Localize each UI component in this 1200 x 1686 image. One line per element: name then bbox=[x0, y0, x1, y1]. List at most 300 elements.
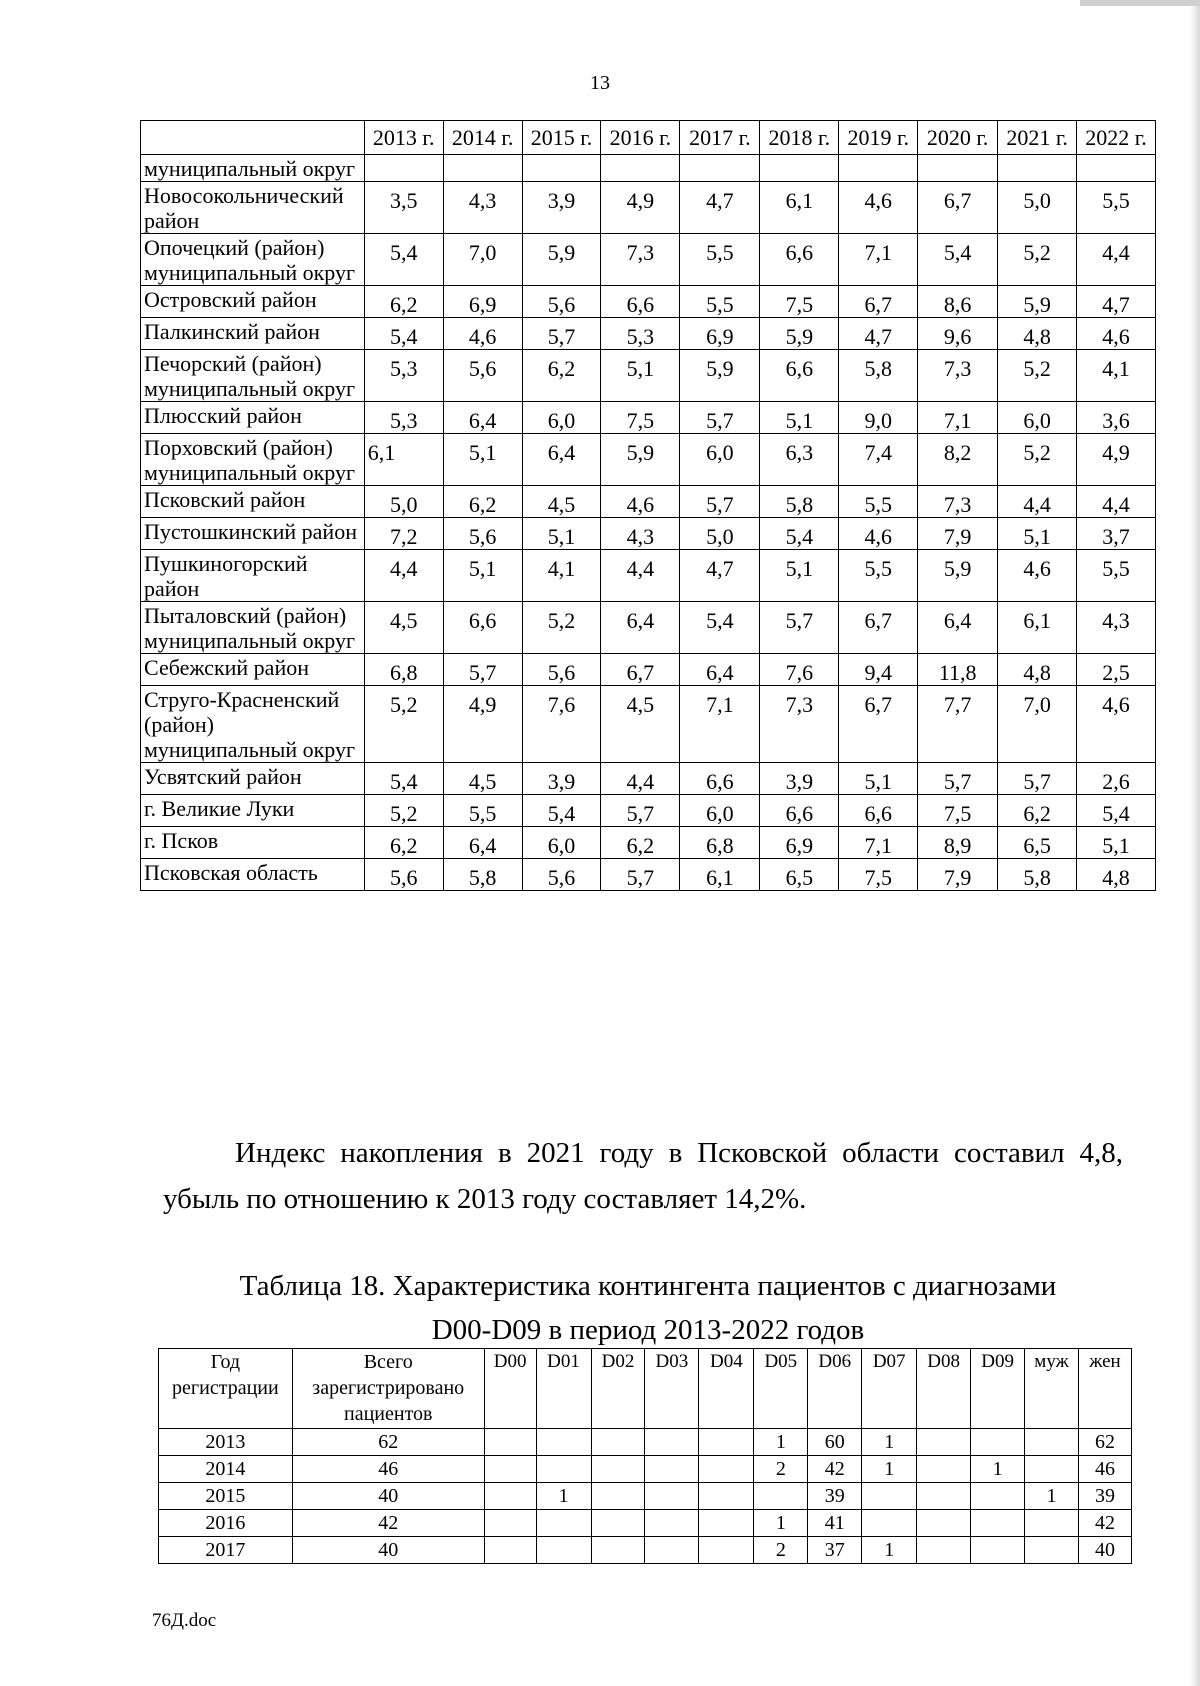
value-cell bbox=[591, 1510, 645, 1537]
table-header-row bbox=[141, 121, 1156, 155]
value-cell: 5,0 bbox=[998, 182, 1077, 234]
value-cell: 7,0 bbox=[443, 234, 522, 286]
value-cell: 5,4 bbox=[364, 234, 443, 286]
value-cell: 5,4 bbox=[680, 602, 760, 654]
value-cell: 1 bbox=[536, 1483, 591, 1510]
value-cell: 4,8 bbox=[1077, 859, 1156, 891]
year-cell: 2014 bbox=[159, 1456, 293, 1483]
table-row bbox=[141, 350, 1156, 402]
table-row bbox=[141, 518, 1156, 550]
value-cell: 4,1 bbox=[522, 550, 601, 602]
value-cell: 4,4 bbox=[1077, 234, 1156, 286]
value-cell: 6,7 bbox=[839, 686, 918, 763]
value-cell: 4,4 bbox=[1077, 486, 1156, 518]
value-cell: 1 bbox=[754, 1429, 808, 1456]
value-cell: 6,9 bbox=[760, 827, 839, 859]
value-cell: 5,1 bbox=[443, 434, 522, 486]
value-cell: 4,3 bbox=[601, 518, 680, 550]
value-cell: 5,7 bbox=[918, 763, 998, 795]
value-cell bbox=[917, 1456, 971, 1483]
value-cell bbox=[917, 1429, 971, 1456]
region-name-cell: Печорский (район) муниципальный округ bbox=[141, 350, 365, 402]
table-row bbox=[141, 402, 1156, 434]
region-name-cell: Островский район bbox=[141, 286, 365, 318]
value-cell bbox=[971, 1510, 1025, 1537]
value-cell: 4,8 bbox=[998, 318, 1077, 350]
value-cell: 6,3 bbox=[760, 434, 839, 486]
region-name-cell: Себежский район bbox=[141, 654, 365, 686]
value-cell: 8,2 bbox=[918, 434, 998, 486]
value-cell bbox=[917, 1537, 971, 1564]
value-cell: 5,1 bbox=[522, 518, 601, 550]
value-cell bbox=[1025, 1456, 1079, 1483]
value-cell: 5,1 bbox=[601, 350, 680, 402]
header-cell-year: 2019 г. bbox=[839, 121, 918, 155]
value-cell: 40 bbox=[292, 1537, 484, 1564]
value-cell bbox=[591, 1483, 645, 1510]
value-cell: 4,9 bbox=[443, 686, 522, 763]
value-cell: 2,6 bbox=[1077, 763, 1156, 795]
value-cell: 6,0 bbox=[522, 827, 601, 859]
header-cell: D05 bbox=[754, 1349, 808, 1429]
page-number: 13 bbox=[590, 72, 610, 94]
value-cell: 6,8 bbox=[680, 827, 760, 859]
year-cell: 2016 bbox=[159, 1510, 293, 1537]
value-cell: 4,1 bbox=[1077, 350, 1156, 402]
value-cell: 5,1 bbox=[443, 550, 522, 602]
value-cell: 11,8 bbox=[918, 654, 998, 686]
value-cell: 5,2 bbox=[998, 234, 1077, 286]
value-cell: 5,2 bbox=[522, 602, 601, 654]
value-cell: 8,9 bbox=[918, 827, 998, 859]
value-cell: 7,3 bbox=[760, 686, 839, 763]
value-cell: 42 bbox=[808, 1456, 862, 1483]
value-cell: 6,1 bbox=[760, 182, 839, 234]
value-cell bbox=[536, 1537, 591, 1564]
table-row bbox=[141, 654, 1156, 686]
scan-edge-top bbox=[1080, 0, 1200, 6]
header-cell: D01 bbox=[536, 1349, 591, 1429]
region-name-cell: муниципальный округ bbox=[141, 155, 365, 182]
value-cell: 5,5 bbox=[839, 550, 918, 602]
table-row bbox=[141, 286, 1156, 318]
value-cell bbox=[645, 1483, 699, 1510]
region-name-cell: Псковский район bbox=[141, 486, 365, 518]
value-cell: 60 bbox=[808, 1429, 862, 1456]
value-cell: 7,1 bbox=[839, 234, 918, 286]
value-cell: 5,3 bbox=[601, 318, 680, 350]
value-cell: 5,3 bbox=[364, 350, 443, 402]
value-cell: 6,1 bbox=[998, 602, 1077, 654]
value-cell bbox=[971, 1537, 1025, 1564]
value-cell: 4,6 bbox=[998, 550, 1077, 602]
value-cell: 5,0 bbox=[364, 486, 443, 518]
value-cell: 4,4 bbox=[601, 763, 680, 795]
value-cell: 7,3 bbox=[918, 350, 998, 402]
value-cell: 5,9 bbox=[680, 350, 760, 402]
value-cell: 7,1 bbox=[839, 827, 918, 859]
value-cell: 7,3 bbox=[918, 486, 998, 518]
value-cell bbox=[536, 1510, 591, 1537]
region-name-cell: Пустошкинский район bbox=[141, 518, 365, 550]
value-cell: 62 bbox=[292, 1429, 484, 1456]
value-cell bbox=[971, 1429, 1025, 1456]
value-cell: 6,2 bbox=[364, 827, 443, 859]
value-cell: 39 bbox=[808, 1483, 862, 1510]
value-cell: 4,3 bbox=[1077, 602, 1156, 654]
value-cell bbox=[680, 155, 760, 182]
value-cell: 6,2 bbox=[522, 350, 601, 402]
value-cell: 7,0 bbox=[998, 686, 1077, 763]
value-cell: 4,6 bbox=[839, 182, 918, 234]
value-cell: 6,4 bbox=[522, 434, 601, 486]
value-cell: 7,5 bbox=[918, 795, 998, 827]
region-name-cell: Опочецкий (район) муниципальный округ bbox=[141, 234, 365, 286]
header-cell-region bbox=[141, 121, 365, 155]
year-cell: 2015 bbox=[159, 1483, 293, 1510]
value-cell: 4,8 bbox=[998, 654, 1077, 686]
value-cell bbox=[760, 155, 839, 182]
value-cell: 5,8 bbox=[443, 859, 522, 891]
region-name-cell: Плюсский район bbox=[141, 402, 365, 434]
value-cell: 4,7 bbox=[680, 182, 760, 234]
value-cell: 5,2 bbox=[998, 434, 1077, 486]
value-cell: 6,4 bbox=[601, 602, 680, 654]
year-cell: 2013 bbox=[159, 1429, 293, 1456]
value-cell: 5,9 bbox=[522, 234, 601, 286]
value-cell: 4,7 bbox=[680, 550, 760, 602]
value-cell: 4,7 bbox=[1077, 286, 1156, 318]
value-cell: 7,5 bbox=[601, 402, 680, 434]
value-cell: 9,6 bbox=[918, 318, 998, 350]
value-cell: 2,5 bbox=[1077, 654, 1156, 686]
region-name-cell: Псковская область bbox=[141, 859, 365, 891]
value-cell: 7,6 bbox=[760, 654, 839, 686]
value-cell: 6,5 bbox=[760, 859, 839, 891]
value-cell: 5,7 bbox=[760, 602, 839, 654]
header-cell-year: 2016 г. bbox=[601, 121, 680, 155]
value-cell: 3,5 bbox=[364, 182, 443, 234]
table-row bbox=[141, 795, 1156, 827]
value-cell: 5,7 bbox=[443, 654, 522, 686]
value-cell: 5,4 bbox=[364, 763, 443, 795]
value-cell: 5,1 bbox=[760, 550, 839, 602]
value-cell: 42 bbox=[1078, 1510, 1131, 1537]
value-cell: 5,7 bbox=[680, 402, 760, 434]
table-row bbox=[141, 763, 1156, 795]
value-cell: 5,4 bbox=[760, 518, 839, 550]
value-cell bbox=[484, 1537, 536, 1564]
value-cell: 3,7 bbox=[1077, 518, 1156, 550]
value-cell: 40 bbox=[1078, 1537, 1131, 1564]
value-cell: 8,6 bbox=[918, 286, 998, 318]
value-cell: 1 bbox=[754, 1510, 808, 1537]
table-header-row bbox=[159, 1349, 1132, 1429]
value-cell: 1 bbox=[971, 1456, 1025, 1483]
value-cell: 2 bbox=[754, 1456, 808, 1483]
value-cell: 5,5 bbox=[443, 795, 522, 827]
header-cell: D02 bbox=[591, 1349, 645, 1429]
table-row bbox=[141, 686, 1156, 763]
value-cell: 5,7 bbox=[601, 795, 680, 827]
value-cell bbox=[1025, 1537, 1079, 1564]
value-cell: 5,1 bbox=[760, 402, 839, 434]
footer-filename: 76Д.doc bbox=[152, 1610, 217, 1631]
value-cell bbox=[699, 1510, 754, 1537]
value-cell: 4,4 bbox=[998, 486, 1077, 518]
value-cell: 1 bbox=[862, 1456, 917, 1483]
value-cell: 5,1 bbox=[998, 518, 1077, 550]
table-row bbox=[141, 827, 1156, 859]
value-cell: 6,2 bbox=[601, 827, 680, 859]
value-cell: 4,9 bbox=[1077, 434, 1156, 486]
value-cell: 6,4 bbox=[680, 654, 760, 686]
header-cell-year: 2018 г. bbox=[760, 121, 839, 155]
value-cell: 5,4 bbox=[364, 318, 443, 350]
value-cell: 6,4 bbox=[443, 402, 522, 434]
value-cell bbox=[917, 1510, 971, 1537]
value-cell bbox=[839, 155, 918, 182]
value-cell: 6,0 bbox=[522, 402, 601, 434]
value-cell: 3,9 bbox=[522, 182, 601, 234]
value-cell: 5,7 bbox=[998, 763, 1077, 795]
value-cell: 62 bbox=[1078, 1429, 1131, 1456]
value-cell bbox=[591, 1537, 645, 1564]
value-cell: 5,4 bbox=[522, 795, 601, 827]
value-cell: 4,3 bbox=[443, 182, 522, 234]
value-cell bbox=[862, 1483, 917, 1510]
value-cell bbox=[917, 1483, 971, 1510]
value-cell: 39 bbox=[1078, 1483, 1131, 1510]
value-cell bbox=[484, 1456, 536, 1483]
value-cell: 7,1 bbox=[918, 402, 998, 434]
value-cell: 6,6 bbox=[760, 795, 839, 827]
value-cell: 5,5 bbox=[1077, 550, 1156, 602]
value-cell bbox=[522, 155, 601, 182]
table-row bbox=[159, 1510, 1132, 1537]
value-cell: 6,6 bbox=[760, 350, 839, 402]
value-cell: 4,6 bbox=[1077, 686, 1156, 763]
value-cell: 7,7 bbox=[918, 686, 998, 763]
summary-paragraph: Индекс накопления в 2021 году в Псковской области составил 4,8, убыль по отношению к 2013 году составляет 14,2%. bbox=[163, 1137, 1123, 1215]
table-row bbox=[141, 434, 1156, 486]
region-name-cell: Усвятский район bbox=[141, 763, 365, 795]
value-cell: 6,8 bbox=[364, 654, 443, 686]
value-cell: 5,6 bbox=[522, 286, 601, 318]
header-cell-year: 2015 г. bbox=[522, 121, 601, 155]
table-row bbox=[141, 602, 1156, 654]
table-row bbox=[159, 1456, 1132, 1483]
region-name-cell: г. Псков bbox=[141, 827, 365, 859]
value-cell bbox=[443, 155, 522, 182]
table-row bbox=[159, 1429, 1132, 1456]
value-cell bbox=[645, 1537, 699, 1564]
value-cell: 5,6 bbox=[364, 859, 443, 891]
value-cell bbox=[699, 1483, 754, 1510]
value-cell: 7,5 bbox=[839, 859, 918, 891]
value-cell bbox=[754, 1483, 808, 1510]
header-cell: жен bbox=[1078, 1349, 1131, 1429]
value-cell: 5,1 bbox=[839, 763, 918, 795]
value-cell: 5,5 bbox=[680, 286, 760, 318]
value-cell: 46 bbox=[1078, 1456, 1131, 1483]
value-cell: 5,5 bbox=[839, 486, 918, 518]
value-cell bbox=[591, 1429, 645, 1456]
value-cell: 5,2 bbox=[364, 686, 443, 763]
region-name-cell: Пыталовский (район) муниципальный округ bbox=[141, 602, 365, 654]
table-row bbox=[141, 486, 1156, 518]
value-cell: 5,7 bbox=[680, 486, 760, 518]
value-cell bbox=[1025, 1510, 1079, 1537]
region-name-cell: Порховский (район) муниципальный округ bbox=[141, 434, 365, 486]
header-cell: Всего зарегистрировано пациентов bbox=[292, 1349, 484, 1429]
value-cell bbox=[645, 1429, 699, 1456]
value-cell: 5,9 bbox=[760, 318, 839, 350]
value-cell: 6,2 bbox=[364, 286, 443, 318]
value-cell: 5,3 bbox=[364, 402, 443, 434]
value-cell: 5,4 bbox=[1077, 795, 1156, 827]
value-cell: 6,4 bbox=[918, 602, 998, 654]
value-cell bbox=[364, 155, 443, 182]
value-cell: 5,6 bbox=[443, 350, 522, 402]
header-cell: муж bbox=[1025, 1349, 1079, 1429]
header-cell-year: 2013 г. bbox=[364, 121, 443, 155]
value-cell: 5,9 bbox=[601, 434, 680, 486]
value-cell bbox=[699, 1537, 754, 1564]
header-cell: D06 bbox=[808, 1349, 862, 1429]
value-cell: 6,0 bbox=[680, 434, 760, 486]
region-name-cell: г. Великие Луки bbox=[141, 795, 365, 827]
region-name-cell: Струго-Красненский (район) муниципальный округ bbox=[141, 686, 365, 763]
table-row bbox=[141, 182, 1156, 234]
value-cell: 5,7 bbox=[601, 859, 680, 891]
header-cell: D08 bbox=[917, 1349, 971, 1429]
value-cell bbox=[998, 155, 1077, 182]
value-cell: 6,7 bbox=[839, 602, 918, 654]
value-cell: 4,4 bbox=[364, 550, 443, 602]
value-cell bbox=[1025, 1429, 1079, 1456]
value-cell: 5,5 bbox=[1077, 182, 1156, 234]
value-cell: 6,1 bbox=[680, 859, 760, 891]
header-cell: D03 bbox=[645, 1349, 699, 1429]
value-cell: 9,0 bbox=[839, 402, 918, 434]
value-cell: 6,0 bbox=[680, 795, 760, 827]
value-cell bbox=[591, 1456, 645, 1483]
value-cell: 6,6 bbox=[760, 234, 839, 286]
value-cell: 7,2 bbox=[364, 518, 443, 550]
table-row bbox=[141, 234, 1156, 286]
value-cell: 40 bbox=[292, 1483, 484, 1510]
region-name-cell: Новосокольнический район bbox=[141, 182, 365, 234]
value-cell: 6,5 bbox=[998, 827, 1077, 859]
value-cell: 4,6 bbox=[839, 518, 918, 550]
value-cell: 5,2 bbox=[998, 350, 1077, 402]
value-cell: 5,8 bbox=[998, 859, 1077, 891]
value-cell: 2 bbox=[754, 1537, 808, 1564]
value-cell: 6,7 bbox=[918, 182, 998, 234]
value-cell: 37 bbox=[808, 1537, 862, 1564]
value-cell: 6,1 bbox=[364, 434, 443, 486]
region-name-cell: Пушкиногорский район bbox=[141, 550, 365, 602]
accumulation-index-table bbox=[140, 120, 1156, 891]
value-cell: 1 bbox=[1025, 1483, 1079, 1510]
value-cell bbox=[1077, 155, 1156, 182]
value-cell: 5,6 bbox=[522, 654, 601, 686]
value-cell: 1 bbox=[862, 1537, 917, 1564]
value-cell: 5,6 bbox=[443, 518, 522, 550]
value-cell: 5,6 bbox=[522, 859, 601, 891]
value-cell: 5,0 bbox=[680, 518, 760, 550]
header-cell-year: 2020 г. bbox=[918, 121, 998, 155]
table-caption-line1: Таблица 18. Характеристика контингента пациентов с диагнозами bbox=[239, 1270, 1057, 1302]
value-cell: 5,7 bbox=[522, 318, 601, 350]
region-name-cell: Палкинский район bbox=[141, 318, 365, 350]
patient-contingent-table bbox=[158, 1348, 1132, 1564]
value-cell: 7,6 bbox=[522, 686, 601, 763]
value-cell bbox=[484, 1429, 536, 1456]
value-cell: 6,6 bbox=[601, 286, 680, 318]
value-cell: 6,0 bbox=[998, 402, 1077, 434]
value-cell: 7,4 bbox=[839, 434, 918, 486]
value-cell bbox=[862, 1510, 917, 1537]
value-cell: 9,4 bbox=[839, 654, 918, 686]
value-cell: 5,9 bbox=[918, 550, 998, 602]
value-cell bbox=[645, 1456, 699, 1483]
value-cell: 7,1 bbox=[680, 686, 760, 763]
value-cell: 4,6 bbox=[601, 486, 680, 518]
value-cell: 5,4 bbox=[918, 234, 998, 286]
value-cell: 4,5 bbox=[364, 602, 443, 654]
value-cell bbox=[918, 155, 998, 182]
header-cell: D07 bbox=[862, 1349, 917, 1429]
value-cell: 5,8 bbox=[760, 486, 839, 518]
value-cell bbox=[645, 1510, 699, 1537]
value-cell: 4,6 bbox=[1077, 318, 1156, 350]
value-cell: 3,9 bbox=[522, 763, 601, 795]
value-cell bbox=[601, 155, 680, 182]
value-cell: 5,5 bbox=[680, 234, 760, 286]
value-cell: 6,7 bbox=[839, 286, 918, 318]
value-cell: 6,2 bbox=[443, 486, 522, 518]
value-cell: 7,9 bbox=[918, 518, 998, 550]
value-cell: 6,6 bbox=[839, 795, 918, 827]
header-cell: D04 bbox=[699, 1349, 754, 1429]
value-cell: 6,6 bbox=[680, 763, 760, 795]
value-cell: 3,6 bbox=[1077, 402, 1156, 434]
value-cell: 46 bbox=[292, 1456, 484, 1483]
table-row bbox=[141, 155, 1156, 182]
value-cell: 7,3 bbox=[601, 234, 680, 286]
value-cell: 3,9 bbox=[760, 763, 839, 795]
value-cell bbox=[971, 1483, 1025, 1510]
value-cell: 4,4 bbox=[601, 550, 680, 602]
header-cell-year: 2014 г. bbox=[443, 121, 522, 155]
value-cell bbox=[536, 1456, 591, 1483]
value-cell: 6,6 bbox=[443, 602, 522, 654]
value-cell: 42 bbox=[292, 1510, 484, 1537]
value-cell: 4,5 bbox=[522, 486, 601, 518]
value-cell: 5,2 bbox=[364, 795, 443, 827]
value-cell bbox=[536, 1429, 591, 1456]
table-row bbox=[159, 1537, 1132, 1564]
value-cell: 5,9 bbox=[998, 286, 1077, 318]
table-caption-line2: D00-D09 в период 2013-2022 годов bbox=[431, 1314, 865, 1346]
value-cell: 6,2 bbox=[998, 795, 1077, 827]
header-cell-year: 2017 г. bbox=[680, 121, 760, 155]
value-cell: 4,5 bbox=[601, 686, 680, 763]
value-cell bbox=[484, 1510, 536, 1537]
table-row bbox=[141, 859, 1156, 891]
